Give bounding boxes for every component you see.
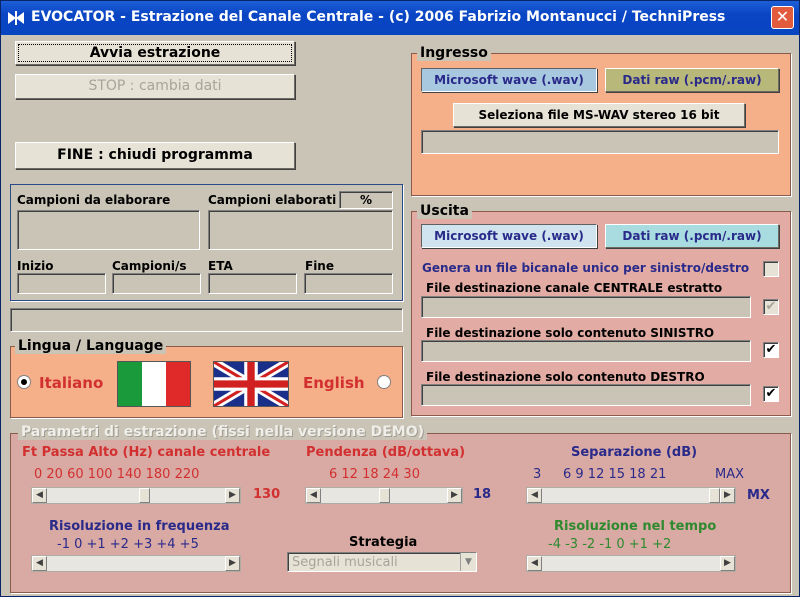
close-icon: ✕ <box>775 7 790 26</box>
separazione-thumb[interactable] <box>709 488 720 503</box>
pendenza-ticks: 6 12 18 24 30 <box>329 467 420 482</box>
pendenza-label: Pendenza (dB/ottava) <box>306 445 466 460</box>
separazione-tick-max: MAX <box>715 467 745 482</box>
inizio-label: Inizio <box>17 259 54 273</box>
file-destro-field <box>421 384 751 406</box>
parametri-title: Parametri di estrazione (fissi nella versione DEMO) <box>18 424 427 440</box>
italiano-label[interactable]: Italiano <box>39 374 104 392</box>
passa-alto-right-arrow[interactable]: ▶ <box>225 488 240 503</box>
pendenza-value: 18 <box>473 487 492 502</box>
app-icon <box>7 9 25 27</box>
file-sinistro-checkbox[interactable]: ✔ <box>763 342 779 358</box>
separazione-label: Separazione (dB) <box>571 445 698 460</box>
stop-cambia-dati-button[interactable]: STOP : cambia dati <box>15 74 295 99</box>
seleziona-file-button[interactable]: Seleziona file MS-WAV stereo 16 bit <box>453 103 745 127</box>
close-button[interactable] <box>771 6 794 29</box>
separazione-ticks: 6 9 12 15 18 21 <box>563 467 667 482</box>
lingua-title: Lingua / Language <box>15 338 166 354</box>
genera-bicanale-label: Genera un file bicanale unico per sinistro/destro <box>422 261 750 275</box>
file-centrale-field <box>421 296 751 318</box>
uscita-ms-wave-toggle[interactable]: Microsoft wave (.wav) <box>421 224 597 248</box>
file-sinistro-field <box>421 340 751 362</box>
fine-field <box>304 273 393 294</box>
risoluzione-freq-left-arrow[interactable]: ◀ <box>32 556 47 571</box>
eta-label: ETA <box>208 259 233 273</box>
pendenza-left-arrow[interactable]: ◀ <box>306 488 321 503</box>
eta-field <box>208 273 297 294</box>
separazione-slider[interactable] <box>526 487 736 504</box>
risoluzione-freq-slider[interactable] <box>31 555 241 572</box>
uscita-title: Uscita <box>417 203 472 219</box>
risoluzione-tempo-left-arrow[interactable]: ◀ <box>527 556 542 571</box>
passa-alto-thumb[interactable] <box>139 488 150 503</box>
separazione-tick-min: 3 <box>533 467 542 482</box>
ingresso-raw-toggle[interactable]: Dati raw (.pcm/.raw) <box>605 68 779 92</box>
uk-flag-button[interactable] <box>213 361 289 407</box>
campioni-s-field <box>112 273 201 294</box>
ingresso-file-path-field <box>421 130 779 154</box>
risoluzione-tempo-label: Risoluzione nel tempo <box>554 519 717 534</box>
inizio-field <box>17 273 106 294</box>
chevron-down-icon[interactable]: ▼ <box>460 553 476 571</box>
file-centrale-checkbox[interactable]: ✔ <box>763 299 779 315</box>
strategia-value: Segnali musicali <box>292 555 398 570</box>
strategia-label: Strategia <box>349 535 418 550</box>
percent-field: % <box>339 191 393 209</box>
strategia-select[interactable] <box>287 552 477 572</box>
risoluzione-freq-ticks: -1 0 +1 +2 +3 +4 +5 <box>57 537 199 552</box>
passa-alto-label: Ft Passa Alto (Hz) canale centrale <box>22 445 271 460</box>
english-label[interactable]: English <box>303 374 365 392</box>
risoluzione-tempo-right-arrow[interactable]: ▶ <box>720 556 735 571</box>
italiano-radio[interactable] <box>17 375 31 389</box>
campioni-elaborati-field <box>208 210 393 250</box>
pendenza-right-arrow[interactable]: ▶ <box>447 488 462 503</box>
ingresso-ms-wave-toggle[interactable]: Microsoft wave (.wav) <box>421 68 597 92</box>
file-centrale-label: File destinazione canale CENTRALE estratto <box>426 281 723 295</box>
title-bar <box>1 1 799 35</box>
pendenza-thumb[interactable] <box>379 488 390 503</box>
passa-alto-ticks: 0 20 60 100 140 180 220 <box>34 467 200 482</box>
risoluzione-tempo-ticks: -4 -3 -2 -1 0 +1 +2 <box>548 537 672 552</box>
file-sinistro-label: File destinazione solo contenuto SINISTRO <box>426 326 715 340</box>
uscita-raw-toggle[interactable]: Dati raw (.pcm/.raw) <box>605 224 779 248</box>
genera-bicanale-checkbox[interactable] <box>763 261 779 277</box>
pendenza-slider[interactable] <box>305 487 463 504</box>
file-destro-checkbox[interactable]: ✔ <box>763 386 779 402</box>
campioni-elaborati-label: Campioni elaborati <box>208 193 337 207</box>
passa-alto-value: 130 <box>253 487 281 502</box>
fine-label: Fine <box>305 259 334 273</box>
passa-alto-left-arrow[interactable]: ◀ <box>32 488 47 503</box>
passa-alto-slider[interactable] <box>31 487 241 504</box>
ingresso-title: Ingresso <box>417 45 491 61</box>
campioni-da-elaborare-label: Campioni da elaborare <box>17 193 171 207</box>
italian-flag-button[interactable] <box>117 361 191 407</box>
separazione-value: MX <box>747 488 770 503</box>
fine-chiudi-programma-button[interactable]: FINE : chiudi programma <box>15 142 295 169</box>
risoluzione-freq-right-arrow[interactable]: ▶ <box>225 556 240 571</box>
campioni-da-elaborare-field <box>17 210 200 250</box>
status-bar-field <box>10 308 403 332</box>
avvia-estrazione-button[interactable]: Avvia estrazione <box>15 41 295 65</box>
english-radio[interactable] <box>377 375 391 389</box>
window-title: EVOCATOR - Estrazione del Canale Centrale - (c) 2006 Fabrizio Montanucci / TechniPress <box>31 9 726 25</box>
risoluzione-freq-label: Risoluzione in frequenza <box>49 519 230 534</box>
separazione-right-arrow[interactable]: ▶ <box>720 488 735 503</box>
risoluzione-tempo-slider[interactable] <box>526 555 736 572</box>
separazione-left-arrow[interactable]: ◀ <box>527 488 542 503</box>
campioni-s-label: Campioni/s <box>112 259 187 273</box>
file-destro-label: File destinazione solo contenuto DESTRO <box>426 370 705 384</box>
